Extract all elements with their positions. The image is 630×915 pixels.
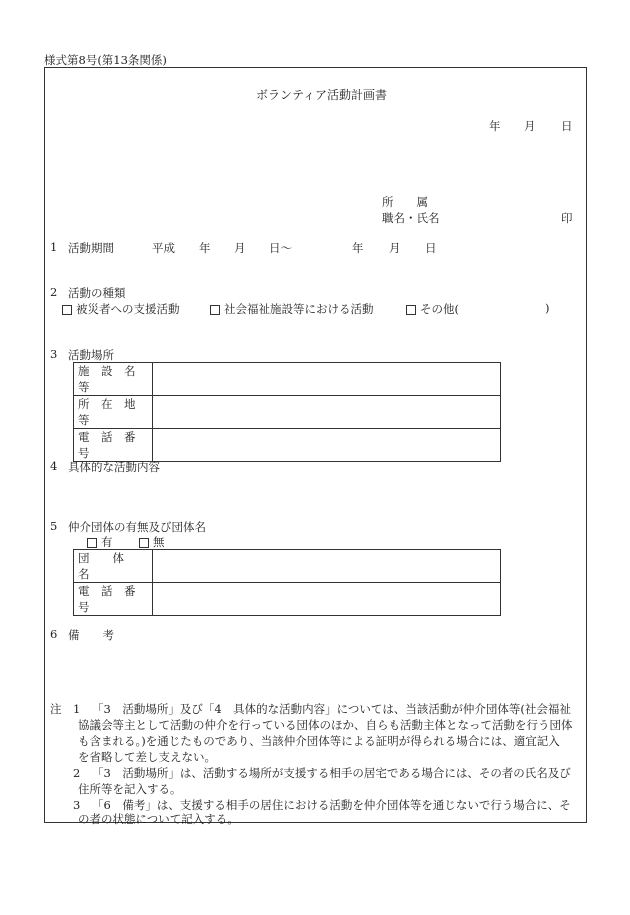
checkbox-icon[interactable] <box>62 305 72 315</box>
address-field[interactable] <box>153 396 501 429</box>
option-label: 被災者への支援活動 <box>76 302 180 316</box>
period-end-year-label: 年 <box>352 241 364 255</box>
section-1-title: 活動期間 <box>68 241 114 255</box>
intermediary-yes-option[interactable] <box>87 534 113 550</box>
note-1-line-1: 「3 活動場所」及び「4 具体的な活動内容」については、当該活動が仲介団体等(社会福祉 <box>92 702 571 716</box>
period-start-day-label: 日～ <box>269 241 292 255</box>
section-5-number: 5 <box>50 519 58 533</box>
note-2-line-1: 「3 活動場所」は、活動する場所が支援する相手の居宅である場合には、その者の氏名及び <box>92 766 571 780</box>
organization-phone-label: 電 話 番 号 <box>74 583 153 616</box>
note-2-line-2: 住所等を記入する。 <box>78 782 182 796</box>
note-1-line-4: を省略して差し支えない。 <box>78 750 216 764</box>
period-start-year-label: 年 <box>199 241 211 255</box>
activity-type-option-welfare[interactable] <box>210 301 374 317</box>
section-4-title: 具体的な活動内容 <box>68 460 160 474</box>
option-label: 有 <box>101 535 113 549</box>
affiliation-label: 所 属 <box>382 195 428 209</box>
facility-name-label: 施 設 名 等 <box>74 363 153 396</box>
section-2-number: 2 <box>50 285 58 299</box>
option-label: 無 <box>153 535 165 549</box>
activity-type-option-other[interactable] <box>406 301 459 317</box>
section-2-title: 活動の種類 <box>68 286 126 300</box>
period-end-day-label: 日 <box>425 241 437 255</box>
section-1-number: 1 <box>50 240 58 254</box>
notes-prefix: 注 <box>50 702 62 716</box>
facility-name-field[interactable] <box>153 363 501 396</box>
document-title: ボランティア活動計画書 <box>256 88 388 102</box>
section-6-number: 6 <box>50 627 58 641</box>
section-4-number: 4 <box>50 459 58 473</box>
organization-name-field[interactable] <box>153 550 501 583</box>
intermediary-table <box>73 549 501 616</box>
seal-mark: 印 <box>561 211 573 225</box>
table-row <box>74 550 501 583</box>
organization-name-label: 団 体 名 <box>74 550 153 583</box>
table-row <box>74 363 501 396</box>
section-3-title: 活動場所 <box>68 348 114 362</box>
table-row <box>74 396 501 429</box>
note-1-line-2: 協議会等主として活動の仲介を行っている団体のほか、自らも活動主体となって活動を行う団体 <box>78 718 573 732</box>
option-label: 社会福祉施設等における活動 <box>224 302 374 316</box>
date-month-label: 月 <box>524 119 536 133</box>
period-start-month-label: 月 <box>234 241 246 255</box>
date-day-label: 日 <box>561 119 573 133</box>
phone-field[interactable] <box>153 429 501 462</box>
note-2-number: 2 <box>73 766 81 780</box>
address-label: 所 在 地 等 <box>74 396 153 429</box>
note-3-line-1: 「6 備考」は、支援する相手の居住における活動を仲介団体等を通じないで行う場合に、そ <box>92 798 571 812</box>
position-name-label: 職名・氏名 <box>382 211 440 225</box>
phone-label: 電 話 番 号 <box>74 429 153 462</box>
note-1-line-3: も含まれる。)を通じたものであり、当該仲介団体等による証明が得られる場合には、適宜記入 <box>78 734 560 748</box>
form-number-label: 様式第8号(第13条関係) <box>44 53 167 67</box>
period-era-label: 平成 <box>152 241 175 255</box>
intermediary-no-option[interactable] <box>139 534 165 550</box>
option-label: その他( <box>420 302 459 316</box>
section-6-title: 備 考 <box>68 628 114 642</box>
section-3-number: 3 <box>50 347 58 361</box>
date-year-label: 年 <box>489 119 501 133</box>
checkbox-icon[interactable] <box>406 305 416 315</box>
period-end-month-label: 月 <box>389 241 401 255</box>
organization-phone-field[interactable] <box>153 583 501 616</box>
checkbox-icon[interactable] <box>87 538 97 548</box>
note-3-number: 3 <box>73 798 81 812</box>
table-row <box>74 583 501 616</box>
note-3-line-2: の者の状態について記入する。 <box>78 812 239 826</box>
checkbox-icon[interactable] <box>139 538 149 548</box>
table-row <box>74 429 501 462</box>
checkbox-icon[interactable] <box>210 305 220 315</box>
other-option-close-paren: ) <box>545 301 550 315</box>
activity-type-option-disaster[interactable] <box>62 301 180 317</box>
section-5-title: 仲介団体の有無及び団体名 <box>68 520 206 534</box>
activity-place-table <box>73 362 501 462</box>
note-1-number: 1 <box>73 702 81 716</box>
